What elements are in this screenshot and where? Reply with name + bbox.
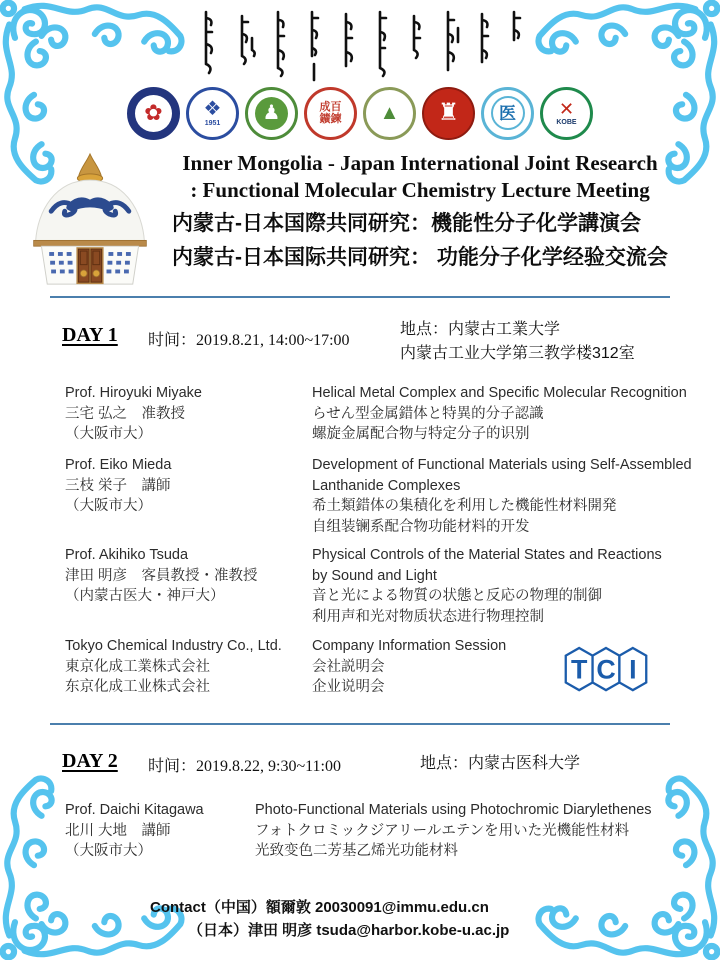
session3-speaker — [65, 545, 305, 607]
flower-emblem-icon: ✿ — [135, 95, 172, 132]
talk-title-en2: Lanthanide Complexes — [312, 477, 461, 494]
day2-venue: 地点：内蒙古医科大学 — [420, 755, 581, 772]
university-logo-2 — [186, 87, 239, 140]
tci-letter-i: I — [629, 654, 637, 685]
red-x-emblem-icon: ✕ — [558, 99, 575, 119]
university-logo-1 — [127, 87, 180, 140]
talk-title-en: Development of Functional Materials using Self-Assembled — [312, 457, 692, 473]
talk-title-cn: 自组装镧系配合物功能材料的开发 — [312, 518, 530, 535]
talk-title-cn: 企业说明会 — [312, 679, 385, 695]
osaka-city-university-logo — [422, 87, 475, 140]
tci-company-logo — [560, 640, 652, 702]
title-en-line1: Inner Mongolia - Japan International Joint Research — [182, 151, 658, 175]
title-en-line2: : Functional Molecular Chemistry Lecture Meeting — [190, 178, 650, 202]
day1-venue-line1: 地点：内蒙古工業大学 — [400, 321, 561, 338]
university-logo-3 — [245, 87, 298, 140]
tci-letter-t: T — [570, 654, 588, 685]
speaker-name-cjk: 津田 明彦 客員教授・准教授 — [65, 567, 258, 584]
contact-japan: （日本）津田 明彦 tsuda@harbor.kobe-u.ac.jp — [188, 922, 510, 939]
company-name-cn: 东京化成工业株式会社 — [65, 679, 210, 695]
shiga-university-of-medical-science-logo — [481, 87, 534, 140]
university-logo-4 — [304, 87, 357, 140]
talk-title-en2: by Sound and Light — [312, 567, 437, 584]
day2-label: DAY 2 — [62, 750, 118, 772]
kobe-university-logo — [540, 87, 593, 140]
speaker-name: Prof. Eiko Mieda — [65, 457, 172, 473]
logo-kobe-label: KOBE — [556, 119, 577, 126]
divider-line-bottom — [50, 723, 670, 725]
day1-label: DAY 1 — [62, 324, 118, 346]
divider-line-top — [50, 296, 670, 298]
speaker-affiliation: （内蒙古医大・神戸大） — [65, 588, 225, 604]
speaker-name: Prof. Hiroyuki Miyake — [65, 385, 202, 401]
session4-company — [65, 636, 305, 698]
talk-title-cn: 光致变色二芳基乙烯光功能材料 — [255, 843, 458, 859]
emblem-icon: ❖ — [203, 98, 222, 120]
speaker-name: Prof. Daichi Kitagawa — [65, 802, 204, 818]
talk-title-jp: 希土類錯体の集積化を利用した機能性材料開発 — [312, 498, 617, 514]
poster-title-english — [150, 150, 690, 204]
speaker-affiliation: （大阪市大） — [65, 498, 152, 514]
poster-title-chinese: 内蒙古-日本国际共同研究： 功能分子化学经验交流会 — [172, 246, 668, 269]
day1-venue-line2: 内蒙古工业大学第三教学楼312室 — [400, 345, 635, 362]
speaker-affiliation: （大阪市大） — [65, 426, 152, 442]
day1-time: 时间：2019.8.21, 14:00~17:00 — [148, 332, 350, 349]
talk-title-jp: 会社説明会 — [312, 658, 385, 675]
speaker-name: Prof. Akihiko Tsuda — [65, 547, 189, 563]
speaker-name-cjk: 三枝 栄子 講師 — [65, 477, 171, 494]
medical-kanji-emblem: 医 — [491, 96, 525, 130]
logo-year-label: 1951 — [204, 120, 221, 127]
session1-speaker — [65, 383, 305, 445]
talk-title-en: Helical Metal Complex and Specific Molecular Recognition — [312, 385, 687, 401]
speaker-affiliation: （大阪市大） — [65, 843, 152, 859]
talk-title-cn: 利用声和光对物质状态进行物理控制 — [312, 608, 544, 625]
session2-talk — [312, 455, 707, 537]
castle-emblem-icon: ♜ — [437, 99, 460, 126]
day1-venue — [400, 318, 635, 366]
session3-talk — [312, 545, 707, 627]
poster-title-japanese: 内蒙古-日本国際共同研究：機能性分子化学講演会 — [172, 212, 641, 235]
talk-title-en: Physical Controls of the Material States and Reactions — [312, 547, 662, 563]
talk-title-jp: らせん型金属錯体と特異的分子認識 — [312, 405, 544, 422]
session5-talk — [255, 800, 695, 862]
tci-letter-c: C — [596, 654, 616, 685]
triangle-emblem-icon: ▲ — [379, 102, 400, 124]
talk-title-en: Company Information Session — [312, 638, 507, 654]
company-name-jp: 東京化成工業株式会社 — [65, 658, 210, 675]
talk-title-en: Photo-Functional Materials using Photochromic Diarylethenes — [255, 802, 652, 818]
speaker-name-cjk: 北川 大地 講師 — [65, 822, 171, 839]
mongolian-yurt-illustration — [22, 150, 158, 288]
university-logos-row — [120, 84, 600, 142]
talk-title-jp: フォトクロミックジアリールエテンを用いた光機能性材料 — [255, 822, 630, 839]
mongolian-vertical-script — [192, 8, 532, 82]
contact-block — [150, 896, 590, 942]
talk-title-jp: 音と光による物質の状態と反応の物理的制御 — [312, 588, 602, 604]
university-logo-5 — [363, 87, 416, 140]
speaker-name-cjk: 三宅 弘之 准教授 — [65, 405, 186, 422]
red-seal-characters: 成百鑛鍊 — [319, 100, 342, 125]
talk-title-cn: 螺旋金属配合物与特定分子的识别 — [312, 426, 530, 442]
emblem-icon: ♟ — [255, 97, 288, 130]
session2-speaker — [65, 455, 305, 517]
session1-talk — [312, 383, 707, 445]
day2-time: 时间：2019.8.22, 9:30~11:00 — [148, 758, 341, 775]
contact-china: Contact（中国）額爾敦 20030091@immu.edu.cn — [150, 899, 489, 916]
company-name-en: Tokyo Chemical Industry Co., Ltd. — [65, 638, 282, 654]
